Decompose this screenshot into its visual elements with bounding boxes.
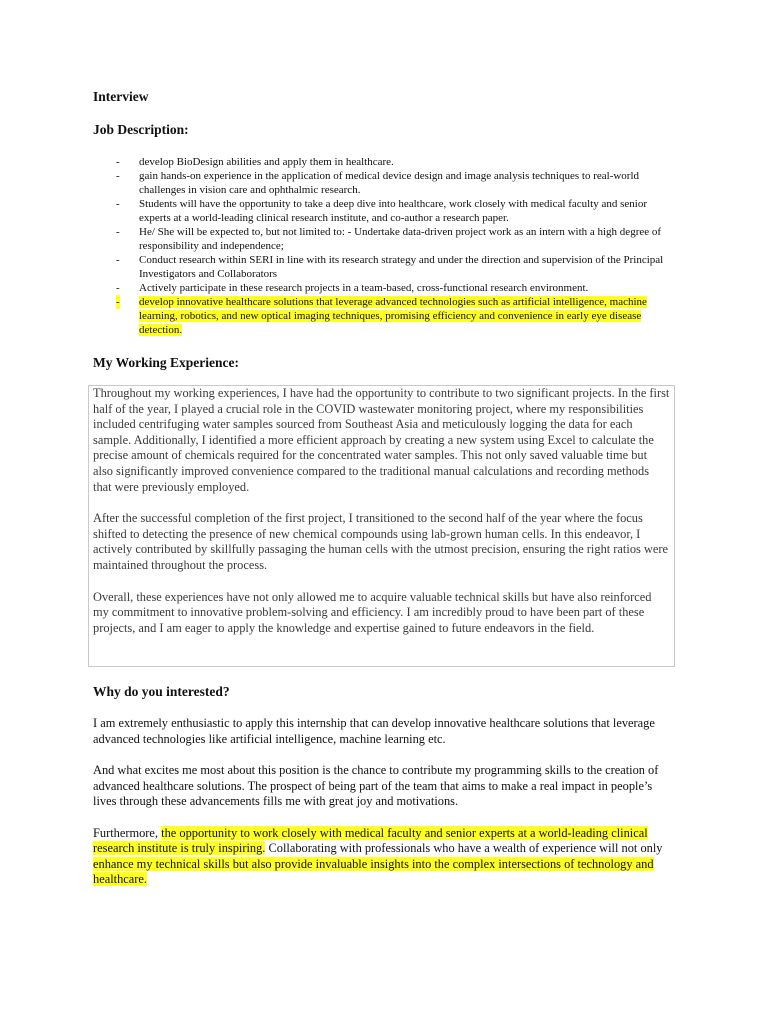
experience-paragraph: After the successful completion of the first project, I transitioned to the second half of the year where the focus shifted to detecting the presence of new chemical compounds using lab-grown human cells. In this endeavor, I actively contributed by skillfully passaging the human cells with the utmost precision, ensuring the right ratios were maintained throughout the process. [93,511,669,572]
bullet-dash: - [116,296,120,308]
list-item-text: develop BioDesign abilities and apply them in healthcare. [139,156,394,168]
interview-heading: Interview [93,89,149,104]
interest-section [93,716,678,904]
paragraph-text: Furthermore, [93,825,162,840]
list-item-text: Actively participate in these research projects in a team-based, cross-functional research environment. [139,282,589,294]
list-item-text: Students will have the opportunity to take a deep dive into healthcare, work closely with medical faculty and senior experts at a world-leading clinical research institute, and co-author a research paper. [139,198,647,224]
list-item-text: develop innovative healthcare solutions that leverage advanced technologies such as artificial intelligence, machine learning, robotics, and new optical imaging techniques, promising efficiency and convenience in early eye disease detection. [139,296,647,336]
why-interested-heading: Why do you interested? [93,684,230,699]
experience-paragraph: Overall, these experiences have not only allowed me to acquire valuable technical skills but have also reinforced my commitment to innovative problem-solving and efficiency. I am incredibly proud to have been part of these projects, and I am eager to apply the knowledge and expertise gained to future endeavors in the field. [93,589,652,635]
highlighted-text: the opportunity to work closely with medical faculty and senior experts at a world-leading clinical research institute is truly inspiring. [93,825,648,855]
bullet-dash: - [116,198,120,210]
list-item [116,281,676,295]
bullet-dash: - [116,156,120,168]
interest-paragraph: And what excites me most about this position is the chance to contribute my programming skills to the creation of advanced healthcare solutions. The prospect of being part of the team that aims to make a real impact in people’s lives through these advancements fills me with great joy and motivations. [93,763,659,808]
working-experience-textbox [88,385,675,667]
job-description-list [116,155,676,337]
bullet-dash: - [116,170,120,182]
list-item [116,225,676,253]
job-description-heading: Job Description: [93,122,189,137]
bullet-dash: - [116,226,120,238]
bullet-dash: - [116,254,120,266]
list-item-text: gain hands-on experience in the application of medical device design and image analysis techniques to real-world challenges in vision care and ophthalmic research. [139,170,640,196]
experience-paragraph: Throughout my working experiences, I have had the opportunity to contribute to two significant projects. In the first half of the year, I played a crucial role in the COVID wastewater monitoring project, where my responsibilities included centrifuging water samples sourced from Southeast Asia and meticulously logging the data for each sample. Additionally, I identified a more efficient approach by creating a new system using Excel to calculate the precise amount of chemicals required for the concentrated water samples. This not only saved valuable time but also significantly improved convenience compared to the traditional manual calculations and recording methods that were previously employed. [93,386,670,494]
interest-paragraph [93,826,678,888]
interest-paragraph: I am extremely enthusiastic to apply this internship that can develop innovative healthcare solutions that leverage advanced technologies like artificial intelligence, machine learning etc. [93,716,655,746]
paragraph-text: Collaborating with professionals who have a wealth of experience will not only [265,841,663,855]
highlighted-text: enhance my technical skills but also provide invaluable insights into the complex intersections of technology and healthcare. [93,856,654,886]
list-item [116,253,676,281]
working-experience-heading: My Working Experience: [93,355,239,370]
list-item-highlighted [116,295,676,337]
bullet-dash: - [116,282,120,294]
list-item [116,169,676,197]
list-item-text: Conduct research within SERI in line with its research strategy and under the direction and supervision of the Principal Investigators and Collaborators [139,254,664,280]
list-item [116,155,676,169]
list-item-text: He/ She will be expected to, but not limited to: - Undertake data-driven project work as an intern with a high degree of responsibility and independence; [139,226,662,252]
list-item [116,197,676,225]
